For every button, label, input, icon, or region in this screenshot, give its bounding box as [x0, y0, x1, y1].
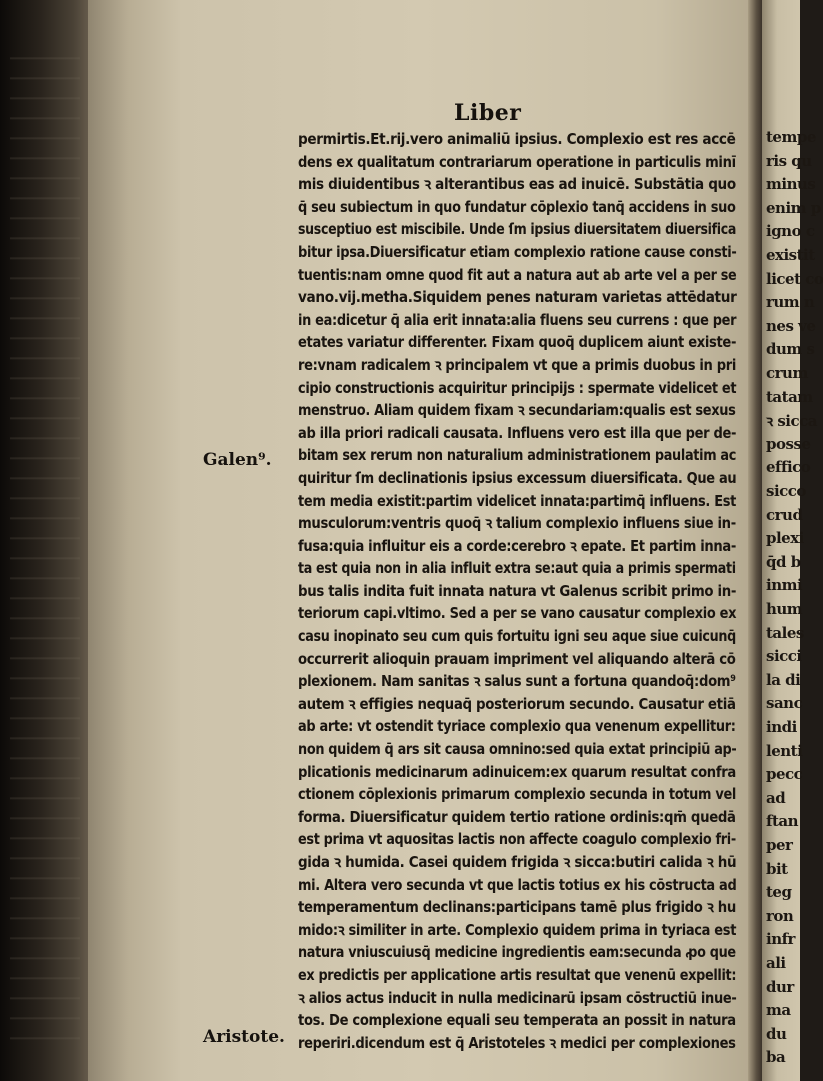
next-page-fragment: rum n — [766, 293, 815, 312]
next-page-fragment: tempe — [766, 128, 816, 146]
next-page-fragment: pecc — [766, 765, 803, 784]
gutter-texture — [10, 40, 80, 1040]
next-page-fragment: ris qu — [766, 151, 812, 170]
next-page-fragment: ma — [766, 1001, 791, 1020]
next-page-fragment: lenti — [766, 741, 803, 760]
text-line: ab illa priori radicali causata. Influens vero est illa que per de- — [298, 423, 737, 442]
text-line: cipio constructionis acquiritur principijs : spermate videlicet et — [298, 378, 737, 397]
running-head: Liber — [454, 100, 522, 126]
next-page-fragment: inmi — [766, 576, 803, 595]
next-page-fragment: existit — [766, 246, 815, 264]
next-page-fragment: ba — [766, 1048, 786, 1067]
text-line: ctionem cōplexionis primarum complexio secunda in totum vel — [298, 785, 737, 804]
next-page-fragment: minus — [766, 175, 816, 194]
next-page-fragment: dum s — [766, 340, 815, 359]
next-page-fragment: ron — [766, 906, 794, 925]
text-line: plicationis medicinarum adinuicem:ex quarum resultat confra — [298, 762, 736, 781]
text-line: est prima vt aquositas lactis non affecte coagulo complexio fri- — [298, 830, 736, 849]
body-text — [298, 128, 738, 1054]
next-page-fragment: posse — [766, 434, 811, 453]
text-line: casu inopinato seu cum quis fortuitu igni seu aque siue cuicunq̄ — [298, 627, 736, 646]
next-page-fragment: effico — [766, 458, 811, 477]
text-line: quiritur ſm declinationis ipsius excessum diuersificata. Que au — [298, 468, 737, 487]
next-page-fragment: igno c — [766, 222, 815, 241]
next-page-edge — [762, 0, 823, 1081]
text-line: menstruo. Aliam quidem fixam ꝛ secundariam:qualis est sexus — [298, 401, 736, 420]
marginal-note-galen: Galen⁹. — [203, 450, 272, 470]
next-page-fragment: ftan — [766, 812, 799, 831]
text-line: etates variatur differenter. Fixam quoq̄ duplicem aiunt existe- — [298, 333, 737, 352]
text-line: permirtis.Et.rij.vero animaliū ipsius. Complexio est res accē — [298, 130, 736, 148]
marginal-note-aristote: Aristote. — [203, 1027, 285, 1047]
text-line: tem media existit:partim videlicet innata:partimq̄ influens. Est — [298, 491, 736, 510]
text-line: mido:ꝛ similiter in arte. Complexio quidem prima in tyriaca est — [298, 920, 737, 939]
next-page-fragment: ali — [766, 954, 786, 972]
binding-gutter — [0, 0, 92, 1081]
text-line: bus talis indita fuit innata natura vt Galenus scribit primo in- — [298, 581, 737, 600]
text-line: susceptiuo est miscibile. Unde ſm ipsius diuersitatem diuersifica — [298, 220, 736, 239]
next-page-fragment: per — [766, 836, 793, 854]
text-line: ab arte: vt ostendit tyriace complexio qua venenum expellitur: — [298, 717, 736, 736]
next-page-fragment: dur — [766, 977, 794, 996]
text-line: plexionem. Nam sanitas ꝛ salus sunt a fortuna quandoq̄:dom⁹ — [298, 672, 736, 691]
text-line: mi. Altera vero secunda vt que lactis totius ex his cōstructa ad — [298, 875, 737, 894]
next-page-fragment: la di — [766, 670, 801, 689]
text-line: ex predictis per applicatione artis resultat que venenū expellit: — [298, 965, 737, 984]
text-line: gida ꝛ humida. Casei quidem frigida ꝛ sicca:butiri calida ꝛ hū — [298, 853, 737, 871]
page-fold-shadow — [748, 0, 762, 1081]
text-line: reperiri.dicendum est q̄ Aristoteles ꝛ medici per complexiones — [298, 1033, 736, 1052]
next-page-fragment: tales — [766, 623, 804, 642]
text-line: dens ex qualitatum contrariarum operatione in particulis minī — [298, 152, 736, 171]
next-page-fragment: du — [766, 1024, 787, 1043]
text-line: in ea:dicetur q̄ alia erit innata:alia fluens seu currens : que per — [298, 310, 737, 329]
text-line: autem ꝛ effigies nequaq̄ posteriorum secundo. Causatur etiā — [298, 694, 736, 713]
text-line: non quidem q̄ ars sit causa omnino:sed quia extat principiū ap- — [298, 740, 737, 759]
next-page-fragment: sanc — [766, 694, 803, 713]
next-page-fragment: enim p — [766, 198, 821, 217]
text-line: temperamentum declinans:participans tamē plus frigido ꝛ hu — [298, 898, 736, 917]
next-page-fragment: q̄d b — [766, 552, 801, 571]
text-line: ꝛ alios actus inducit in nulla medicinarū ipsam cōstructiū inue- — [298, 988, 737, 1007]
text-line: mis diuidentibus ꝛ alterantibus eas ad inuicē. Substātia quo — [298, 175, 736, 194]
text-line: occurrerit alioquin prauam impriment vel aliquando alterā cō — [298, 649, 736, 668]
next-page-fragment: teg — [766, 883, 792, 902]
next-page-fragment: ꝛ sicca — [766, 412, 817, 431]
next-page-fragment: nes ve — [766, 316, 816, 335]
text-line: tuentis:nam omne quod fit aut a natura aut ab arte vel a per se — [298, 265, 737, 284]
next-page-fragment: ad — [766, 788, 786, 807]
text-line: re:vnam radicalem ꝛ principalem vt que a primis duobus in pri — [298, 355, 737, 374]
next-page-fragment: infr — [766, 930, 795, 949]
text-line: tos. De complexione equali seu temperata an possit in natura — [298, 1011, 736, 1030]
next-page-fragment: indi — [766, 718, 797, 736]
next-page-fragment: crum — [766, 364, 808, 382]
next-page-fragment: sicci — [766, 647, 802, 666]
next-page-fragment: licet co — [766, 269, 823, 288]
text-line: musculorum:ventris quoq̄ ꝛ talium complexio influens siue in- — [298, 514, 736, 533]
text-line: q̄ seu subiectum in quo fundatur cōplexio tanq̄ accidens in suo — [298, 197, 736, 216]
next-page-fragment: tatam — [766, 387, 813, 406]
next-page-fragment: crud — [766, 505, 803, 524]
text-line: fusa:quia influitur eis a corde:cerebro ꝛ epate. Et partim inna- — [298, 536, 737, 555]
next-page-fragment: sicco — [766, 482, 806, 500]
text-line: teriorum capi.vltimo. Sed a per se vano causatur complexio ex — [298, 604, 737, 623]
text-line: forma. Diuersificatur quidem tertio ratione ordinis:qm̄ quedā — [298, 807, 736, 826]
next-page-fragment: bit — [766, 859, 788, 878]
text-line: bitur ipsa.Diuersificatur etiam complexio ratione cause consti- — [298, 242, 737, 261]
next-page-fragment: plexi — [766, 529, 804, 548]
text-line: vano.vij.metha.Siquidem penes naturam varietas attēdatur — [298, 288, 737, 307]
text-line: natura vniuscuiusq̄ medicine ingredientis eam:secunda ꝓo que — [298, 943, 736, 962]
text-line: bitam sex rerum non naturalium administrationem paulatim ac — [298, 446, 737, 465]
text-line: ta est quia non in alia influit extra se:aut quia a primis spermati — [298, 559, 736, 578]
next-page-fragment: hum — [766, 600, 803, 618]
